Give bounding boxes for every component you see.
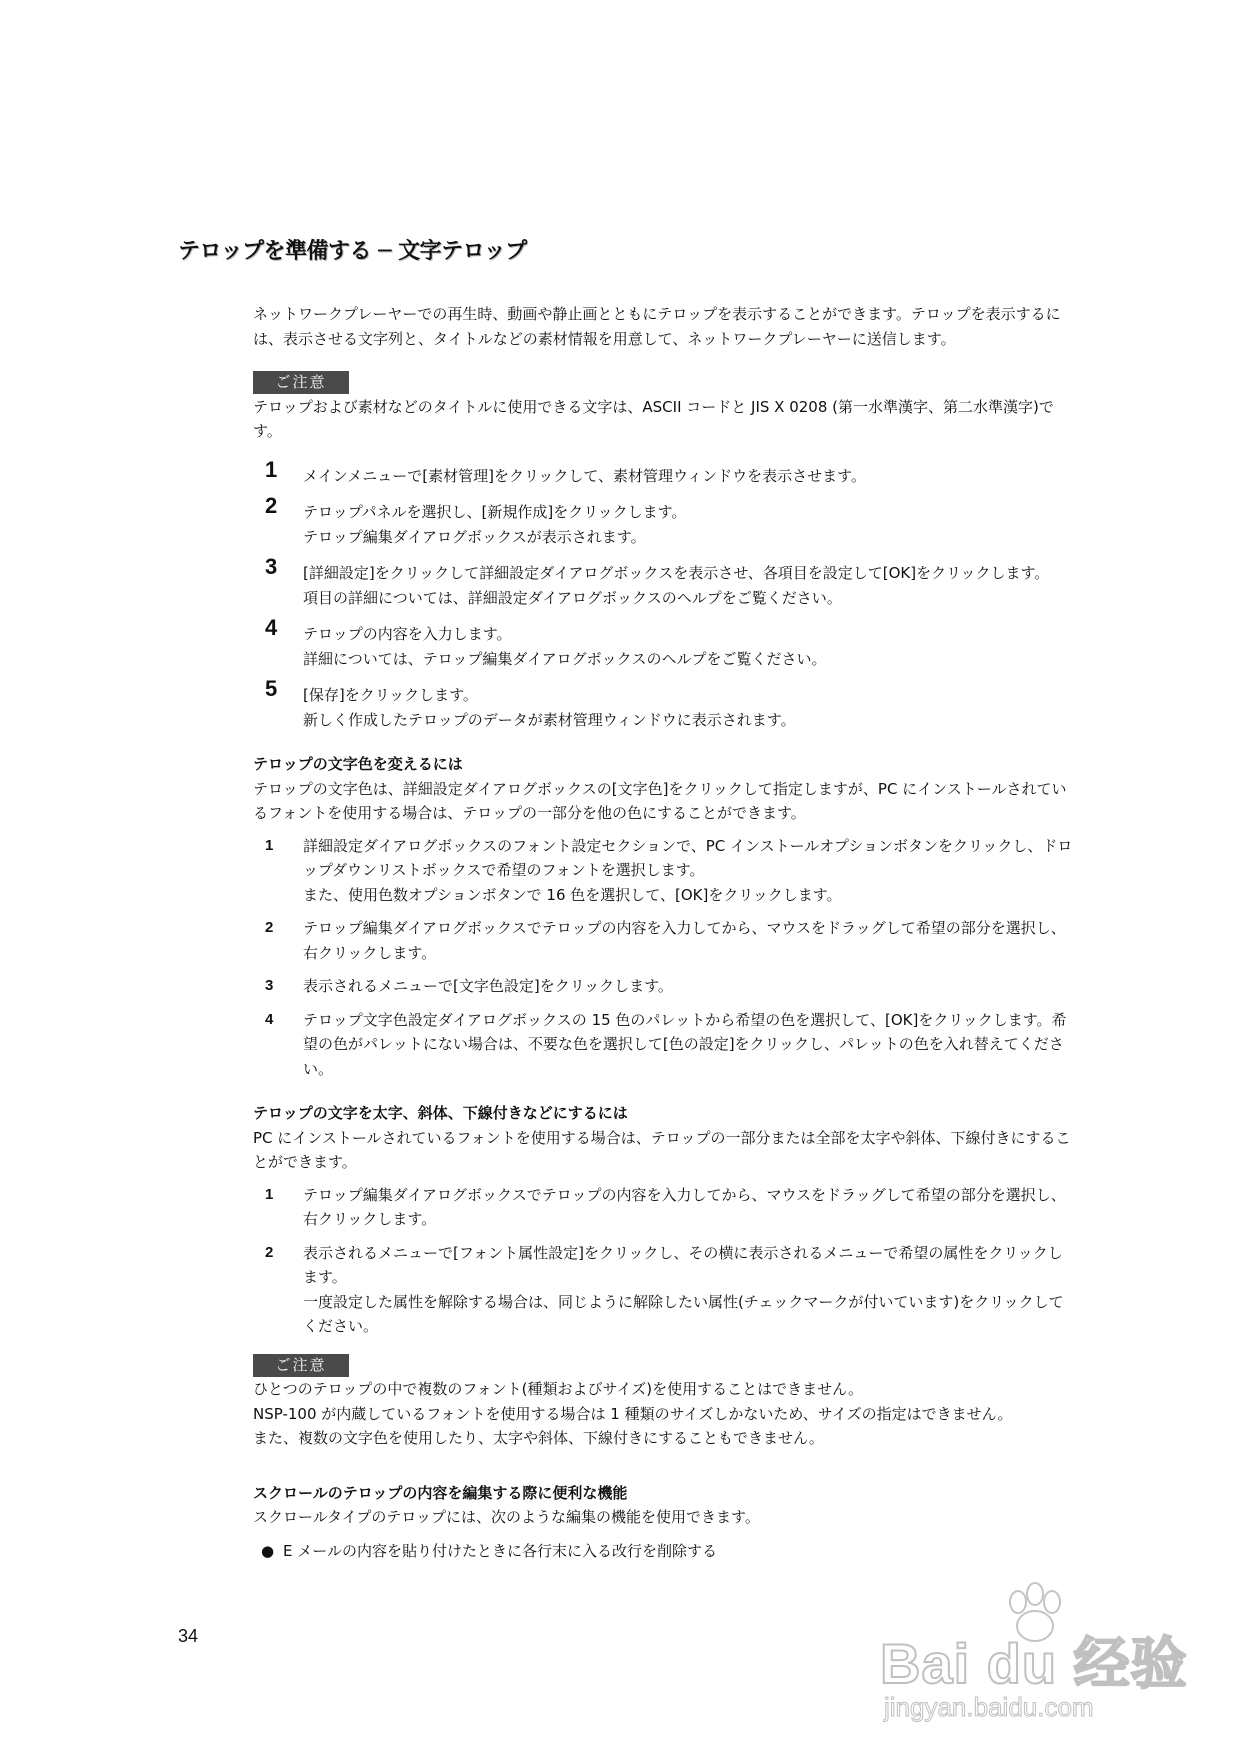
step-number: 5 [265, 676, 278, 701]
bullet-text: E メールの内容を貼り付けたときに各行末に入る改行を削除する [283, 1541, 717, 1560]
baidu-watermark [880, 1580, 1200, 1730]
section-body-font-style: PC にインストールされているフォントを使用する場合は、テロップの一部分または全部を太字や斜体、下線付きにすることができます。 [253, 1128, 1071, 1171]
step-text: テロップ編集ダイアログボックスでテロップの内容を入力してから、マウスをドラッグして希望の部分を選択し、右クリックします。 [303, 1185, 1066, 1228]
step-text: 表示されるメニューで[文字色設定]をクリックします。 [303, 977, 673, 995]
watermark-logo: Bai du 经验 [880, 1632, 1188, 1695]
watermark-url: jingyan.baidu.com [884, 1692, 1094, 1722]
step-item [253, 615, 1073, 671]
sub-step-item [253, 834, 1073, 908]
note-text: ひとつのテロップの中で複数のフォント(種類およびサイズ)を使用することはできません。 [253, 1380, 864, 1398]
step-number: 1 [265, 456, 278, 482]
sub-step-item [253, 1241, 1073, 1339]
step-text: また、使用色数オプションボタンで 16 色を選択して、[OK]をクリックします。 [303, 885, 842, 904]
section-heading-font-style: テロップの文字を太字、斜体、下線付きなどにするには [253, 1104, 628, 1122]
step-number: 4 [265, 615, 278, 640]
step-item [253, 493, 1073, 549]
step-number: 2 [265, 1243, 274, 1261]
note-text: テロップおよび素材などのタイトルに使用できる文字は、ASCII コードと JIS X 0208 (第一水準漢字、第二水準漢字)です。 [253, 397, 1054, 440]
note-badge: ご注意 [253, 1354, 349, 1377]
page-number: 34 [178, 1626, 199, 1646]
bullet-icon: ● [261, 1541, 275, 1560]
step-item [253, 554, 1073, 610]
note-text: また、複数の文字色を使用したり、太字や斜体、下線付きにすることもできません。 [253, 1429, 824, 1447]
note-badge: ご注意 [253, 371, 349, 394]
note-text: NSP-100 が内蔵しているフォントを使用する場合は 1 種類のサイズしかないため、サイズの指定はできません。 [253, 1404, 1013, 1423]
step-text: テロップ編集ダイアログボックスでテロップの内容を入力してから、マウスをドラッグして希望の部分を選択し、右クリックします。 [303, 919, 1066, 962]
section-body-scroll: スクロールタイプのテロップには、次のような編集の機能を使用できます。 [253, 1508, 760, 1526]
step-result: テロップ編集ダイアログボックスが表示されます。 [303, 527, 646, 546]
document-body [253, 302, 1073, 1563]
step-text: メインメニューで[素材管理]をクリックして、素材管理ウィンドウを表示させます。 [303, 466, 866, 485]
step-item [253, 676, 1073, 732]
step-item [253, 456, 1073, 489]
main-steps [253, 456, 1073, 733]
step-text: テロップ文字色設定ダイアログボックスの 15 色のパレットから希望の色を選択して、[OK]をクリックします。希望の色がパレットにない場合は、不要な色を選択して[色の設定]をクリックし、パレットの色を入れ替えてください。 [303, 1010, 1067, 1078]
step-result: 項目の詳細については、詳細設定ダイアログボックスのヘルプをご覧ください。 [303, 588, 842, 607]
step-text: テロップの内容を入力します。 [303, 625, 512, 643]
step-number: 2 [265, 919, 274, 936]
step-number: 2 [265, 493, 278, 518]
font-style-steps [253, 1183, 1073, 1339]
section-body-text-color: テロップの文字色は、詳細設定ダイアログボックスの[文字色]をクリックして指定しますが、PC にインストールされているフォントを使用する場合は、テロップの一部分を他の色にすることができます。 [253, 779, 1067, 822]
step-text: 一度設定した属性を解除する場合は、同じように解除したい属性(チェックマークが付いています)をクリックしてください。 [303, 1292, 1064, 1335]
step-number: 4 [265, 1010, 274, 1028]
step-text: [保存]をクリックします。 [303, 686, 478, 704]
sub-step-item [253, 974, 1073, 999]
step-number: 3 [265, 554, 278, 579]
step-result: 詳細については、テロップ編集ダイアログボックスのヘルプをご覧ください。 [303, 649, 827, 668]
sub-step-item [253, 1183, 1073, 1232]
step-text: テロップパネルを選択し、[新規作成]をクリックします。 [303, 503, 687, 521]
step-number: 1 [265, 836, 274, 854]
section-heading-text-color: テロップの文字色を変えるには [253, 755, 463, 773]
text-color-steps [253, 834, 1073, 1082]
intro-paragraph: ネットワークプレーヤーでの再生時、動画や静止画とともにテロップを表示することができます。テロップを表示するには、表示させる文字列と、タイトルなどの素材情報を用意して、ネットワークプレーヤーに送信します。 [253, 305, 1061, 348]
bullet-item [253, 1539, 1073, 1564]
sub-step-item [253, 1008, 1073, 1082]
step-text: [詳細設定]をクリックして詳細設定ダイアログボックスを表示させ、各項目を設定して[OK]をクリックします。 [303, 564, 1050, 582]
step-number: 3 [265, 977, 274, 994]
step-text: 詳細設定ダイアログボックスのフォント設定セクションで、PC インストールオプションボタンをクリックし、ドロップダウンリストボックスで希望のフォントを選択します。 [303, 836, 1073, 879]
step-result: 新しく作成したテロップのデータが素材管理ウィンドウに表示されます。 [303, 710, 796, 729]
step-text: 表示されるメニューで[フォント属性設定]をクリックし、その横に表示されるメニューで希望の属性をクリックします。 [303, 1243, 1063, 1286]
sub-step-item [253, 916, 1073, 965]
step-number: 1 [265, 1185, 274, 1203]
page-title: テロップを準備する ─ 文字テロップ [178, 239, 527, 264]
section-heading-scroll: スクロールのテロップの内容を編集する際に便利な機能 [253, 1483, 628, 1502]
